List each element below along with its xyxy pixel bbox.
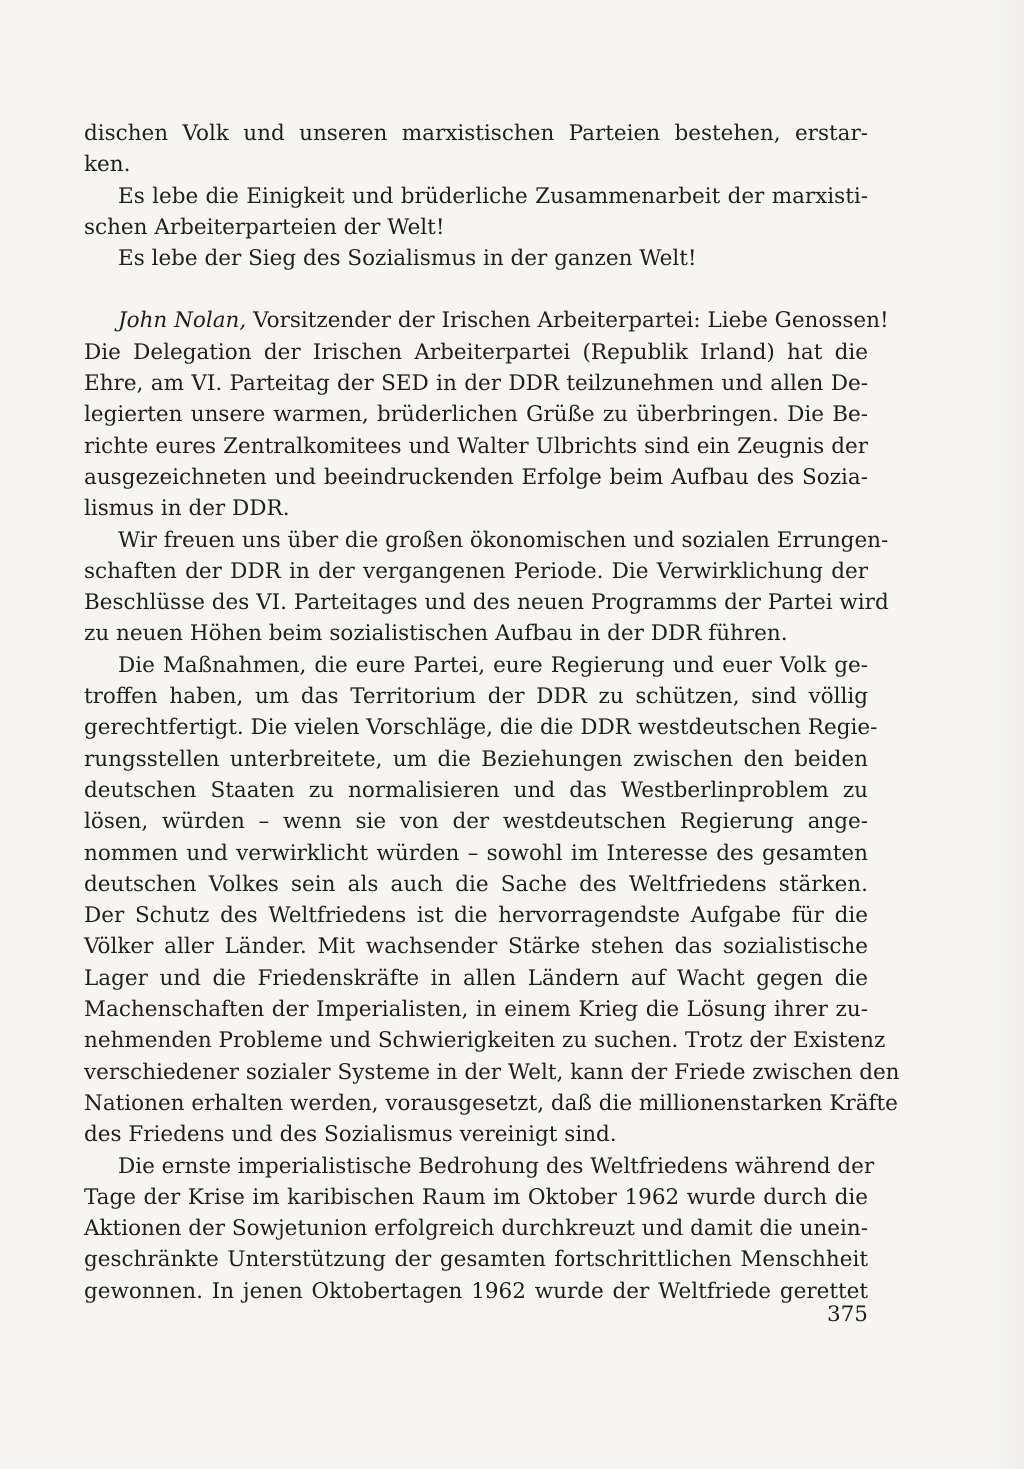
text-line-speaker bbox=[84, 305, 889, 336]
text-line: Aktionen der Sowjetunion erfolgreich durchkreuzt und damit die unein- bbox=[84, 1216, 868, 1242]
text-line: legierten unsere warmen, brüderlichen Grüße zu überbringen. Die Be- bbox=[84, 402, 868, 428]
text-line: Es lebe die Einigkeit und brüderliche Zusammenarbeit der marxisti- bbox=[118, 183, 868, 209]
text-line: lösen, würden – wenn sie von der westdeutschen Regierung ange- bbox=[84, 809, 868, 835]
text-line: Ehre, am VI. Parteitag der SED in der DDR teilzunehmen und allen De- bbox=[84, 371, 868, 397]
text-line: Machenschaften der Imperialisten, in einem Krieg die Lösung ihrer zu- bbox=[84, 997, 868, 1023]
text-line: Die Delegation der Irischen Arbeiterpartei (Republik Irland) hat die bbox=[84, 339, 868, 365]
text-line: ausgezeichneten und beeindruckenden Erfolge beim Aufbau des Sozia- bbox=[84, 464, 868, 490]
text-line: schen Arbeiterparteien der Welt! bbox=[84, 214, 445, 240]
text-line: ken. bbox=[84, 152, 131, 178]
text-line: Tage der Krise im karibischen Raum im Oktober 1962 wurde durch die bbox=[84, 1184, 868, 1210]
text-line: Völker aller Länder. Mit wachsender Stärke stehen das sozialistische bbox=[84, 934, 868, 960]
text-line: lismus in der DDR. bbox=[84, 496, 290, 522]
page-number: 375 bbox=[826, 1302, 868, 1327]
text-line: deutschen Staaten zu normalisieren und das Westberlinproblem zu bbox=[84, 777, 868, 803]
text-line: gewonnen. In jenen Oktobertagen 1962 wurde der Weltfriede gerettet bbox=[84, 1278, 868, 1304]
speaker-name: John Nolan, bbox=[118, 308, 247, 334]
text-line: des Friedens und des Sozialismus vereinigt sind. bbox=[84, 1122, 617, 1148]
text-line: troffen haben, um das Territorium der DDR zu schützen, sind völlig bbox=[84, 684, 868, 710]
text-line: Beschlüsse des VI. Parteitages und des neuen Programms der Partei wird bbox=[84, 590, 889, 616]
page-edge-shadow bbox=[984, 0, 1024, 1469]
text-line: schaften der DDR in der vergangenen Periode. Die Verwirklichung der bbox=[84, 558, 868, 584]
text-line: Wir freuen uns über die großen ökonomischen und sozialen Errungen- bbox=[118, 527, 889, 553]
paragraph-gap bbox=[84, 274, 868, 305]
text-line: nehmenden Probleme und Schwierigkeiten zu suchen. Trotz der Existenz bbox=[84, 1028, 886, 1054]
body-text bbox=[84, 118, 900, 1307]
text-line: Die Maßnahmen, die eure Partei, eure Regierung und euer Volk ge- bbox=[118, 652, 868, 678]
text-line: richte eures Zentralkomitees und Walter Ulbrichts sind ein Zeugnis der bbox=[84, 433, 868, 459]
text-line: Nationen erhalten werden, vorausgesetzt, daß die millionenstarken Kräfte bbox=[84, 1090, 898, 1116]
text-line: Lager und die Friedenskräfte in allen Ländern auf Wacht gegen die bbox=[84, 965, 868, 991]
text-line: nommen und verwirklicht würden – sowohl im Interesse des gesamten bbox=[84, 840, 868, 866]
text-line: Die ernste imperialistische Bedrohung des Weltfriedens während der bbox=[118, 1153, 875, 1179]
text-line: dischen Volk und unseren marxistischen Parteien bestehen, erstar- bbox=[84, 121, 868, 146]
text-line: geschränkte Unterstützung der gesamten fortschrittlichen Menschheit bbox=[84, 1247, 868, 1273]
text-line: deutschen Volkes sein als auch die Sache des Weltfriedens stärken. bbox=[84, 871, 868, 897]
text-line: gerechtfertigt. Die vielen Vorschläge, die die DDR westdeutschen Regie- bbox=[84, 715, 878, 741]
speaker-line-text: Vorsitzender der Irischen Arbeiterpartei: Liebe Genossen! bbox=[246, 308, 889, 334]
text-line: Der Schutz des Weltfriedens ist die hervorragendste Aufgabe für die bbox=[84, 903, 868, 929]
text-line: verschiedener sozialer Systeme in der Welt, kann der Friede zwischen den bbox=[84, 1059, 900, 1085]
text-line: zu neuen Höhen beim sozialistischen Aufbau in der DDR führen. bbox=[84, 621, 788, 647]
text-line: Es lebe der Sieg des Sozialismus in der ganzen Welt! bbox=[118, 246, 697, 272]
text-line: rungsstellen unterbreitete, um die Beziehungen zwischen den beiden bbox=[84, 746, 868, 772]
